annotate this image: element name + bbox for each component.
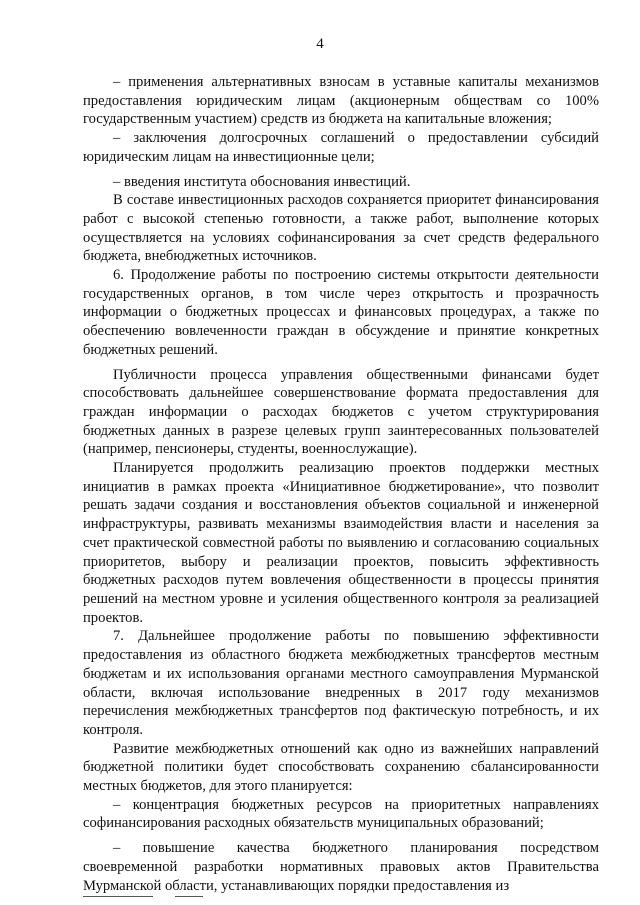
document-body	[83, 73, 599, 895]
paragraph-6: Публичности процесса управления общественными финансами будет способствовать дальнейшее совершенствование формата предоставления для граждан информации о расходах бюджетов с учетом структурирования бюджетных данных в разрезе целевых групп заинтересованных пользователей (например, пенсионеры, студенты, военнослужащие).	[83, 366, 599, 458]
paragraph-7: Планируется продолжить реализацию проектов поддержки местных инициатив в рамках проекта «Инициативное бюджетирование», что позволит решать задачи создания и восстановления объектов социальной и инженерной инфраструктуры, развивать механизмы взаимодействия власти и населения за счет практической совместной работы по выявлению и согласованию социальных приоритетов, выбору и реализации проектов, повысить эффективность бюджетных расходов путем вовлечения общественности в процессы принятия решений на местном уровне и усиления общественного контроля за реализацией проектов.	[83, 460, 599, 626]
paragraph-4: В составе инвестиционных расходов сохраняется приоритет финансирования работ с высокой степенью готовности, а также работ, выполнение которых осуществляется на условиях софинансирования за счет средств федерального бюджета, внебюджетных источников.	[83, 192, 599, 265]
paragraph-2: – заключения долгосрочных соглашений о предоставлении субсидий юридическим лицам на инвестиционные цели;	[83, 130, 599, 165]
paragraph-10: – концентрация бюджетных ресурсов на приоритетных направлениях софинансирования расходных обязательств муниципальных образований;	[83, 796, 599, 832]
paragraph-8: 7. Дальнейшее продолжение работы по повышению эффективности предоставления из областного бюджета межбюджетных трансфертов местным бюджетам и их использования органами местного самоуправления Мурманской области, включая использование внедренных в 2017 году механизмов перечисления межбюджетных трансфертов под фактическую потребность, и их контроля.	[83, 628, 599, 738]
paragraph-11: – повышение качества бюджетного планирования посредством своевременной разработки нормативных правовых актов Правительства Мурманской области, устанавливающих порядки предоставления из	[83, 840, 599, 894]
paragraph-5: 6. Продолжение работы по построению системы открытости деятельности государственных органов, в том числе через открытость и прозрачность информации о бюджетных процессах и финансовых процедурах, а также по обеспечению вовлеченности граждан в обсуждение и принятие конкретных бюджетных решений.	[83, 267, 599, 358]
paragraph-9: Развитие межбюджетных отношений как одно из важнейших направлений бюджетной политики будет способствовать сохранению сбалансированности местных бюджетов, для этого планируется:	[83, 740, 599, 795]
footer-rule-right	[175, 896, 203, 897]
paragraph-1: – применения альтернативных взносам в уставные капиталы механизмов предоставления юридическим лицам (акционерным обществам со 100% государственным участием) средств из бюджета на капитальные вложения;	[83, 74, 599, 128]
page-number: 4	[316, 36, 324, 52]
footer-rule-left	[83, 896, 153, 897]
paragraph-3: – введения института обоснования инвестиций.	[113, 173, 411, 190]
